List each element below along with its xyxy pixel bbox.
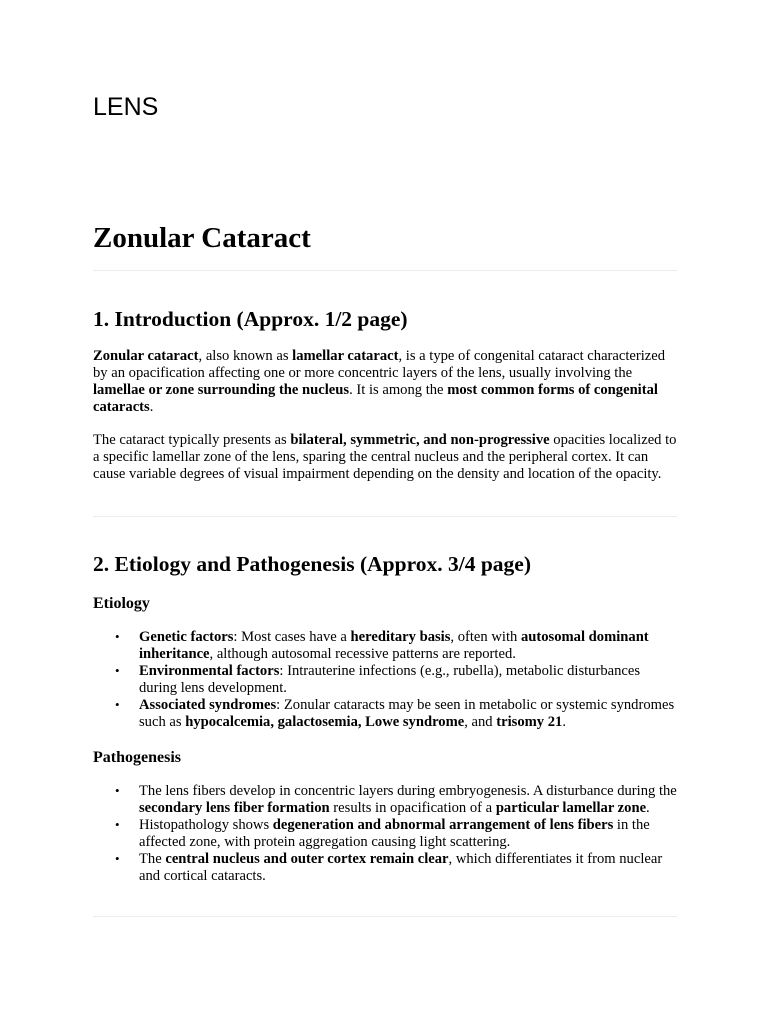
etiology-list	[93, 629, 677, 730]
introduction-paragraph	[93, 348, 677, 416]
list-item	[93, 817, 677, 851]
text-run: . It is among the	[349, 381, 448, 398]
text-run: , which differentiates it from nuclear and cortical cataracts.	[139, 850, 663, 884]
bold-text: central nucleus and outer cortex remain clear	[165, 850, 449, 867]
list-item	[93, 697, 677, 731]
bold-text: most common forms of congenital cataracts	[93, 381, 658, 415]
text-run: .	[646, 799, 650, 816]
list-item	[93, 663, 677, 697]
section-heading-etiology-pathogenesis: 2. Etiology and Pathogenesis (Approx. 3/4 page)	[93, 552, 531, 576]
bold-text: lamellae or zone surrounding the nucleus	[93, 381, 350, 398]
text-run: The	[139, 850, 166, 867]
bullet-icon: •	[115, 662, 120, 678]
horizontal-divider	[93, 916, 677, 917]
pathogenesis-list	[93, 783, 677, 884]
bullet-icon: •	[115, 629, 120, 644]
bold-text: hypocalcemia, galactosemia, Lowe syndrome	[185, 713, 465, 730]
horizontal-divider	[93, 270, 677, 271]
subheading-etiology: Etiology	[93, 595, 150, 612]
text-run: , often with	[450, 629, 521, 645]
bold-text: trisomy 21	[496, 713, 563, 730]
bold-text: Associated syndromes	[139, 696, 277, 713]
section-heading-introduction: 1. Introduction (Approx. 1/2 page)	[93, 307, 408, 331]
bold-text: lamellar cataract	[292, 348, 399, 364]
list-item	[93, 783, 677, 817]
text-run: in the affected zone, with protein aggregation causing light scattering.	[139, 816, 650, 850]
bold-text: particular lamellar zone	[495, 799, 647, 816]
bullet-icon: •	[115, 850, 120, 866]
text-run: The cataract typically presents as	[93, 432, 291, 448]
text-run: Histopathology shows	[139, 816, 273, 833]
text-run: opacities localized to a specific lamellar zone of the lens, sparing the central nucleus and the peripheral cortex. It can cause variable degrees of visual impairment depending on the density and location of the opacity.	[93, 432, 677, 482]
text-run: .	[562, 713, 566, 730]
bold-text: Genetic factors	[139, 629, 234, 645]
text-run: results in opacification of a	[329, 799, 496, 816]
page-title: Zonular Cataract	[93, 222, 311, 254]
text-run: .	[149, 398, 154, 415]
list-item-text	[139, 663, 640, 696]
list-item-text	[139, 817, 650, 850]
text-run: : Intrauterine infections (e.g., rubella), metabolic disturbances during lens development.	[139, 662, 641, 696]
bold-text: Zonular cataract	[93, 348, 199, 364]
text-run: , and	[464, 713, 497, 730]
bold-text: secondary lens fiber formation	[139, 799, 330, 816]
subheading-pathogenesis: Pathogenesis	[93, 749, 181, 766]
bold-text: bilateral, symmetric, and non-progressive	[290, 432, 550, 448]
bold-text: Environmental factors	[139, 662, 280, 679]
text-run: , is a type of congenital cataract characterized by an opacification affecting one or more concentric layers of the lens, usually involving the	[93, 348, 666, 381]
bullet-icon: •	[115, 696, 120, 712]
horizontal-divider	[93, 516, 677, 517]
list-item	[93, 629, 677, 663]
text-run: , although autosomal recessive patterns are reported.	[209, 645, 516, 662]
bold-text: autosomal dominant inheritance	[139, 629, 649, 662]
bold-text: hereditary basis	[350, 629, 451, 645]
text-run: : Most cases have a	[233, 629, 351, 645]
list-item-text	[139, 783, 677, 816]
introduction-paragraph	[93, 432, 677, 483]
list-item-text	[139, 697, 674, 730]
document-heading: LENS	[93, 93, 159, 121]
bullet-icon: •	[115, 816, 120, 832]
list-item	[93, 851, 677, 885]
list-item-text	[139, 851, 662, 884]
bold-text: degeneration and abnormal arrangement of lens fibers	[272, 816, 614, 833]
bullet-icon: •	[115, 783, 120, 798]
text-run: , also known as	[198, 348, 293, 364]
text-run: : Zonular cataracts may be seen in metabolic or systemic syndromes such as	[139, 696, 675, 730]
text-run: The lens fibers develop in concentric layers during embryogenesis. A disturbance during the	[139, 783, 677, 799]
list-item-text	[139, 629, 649, 662]
